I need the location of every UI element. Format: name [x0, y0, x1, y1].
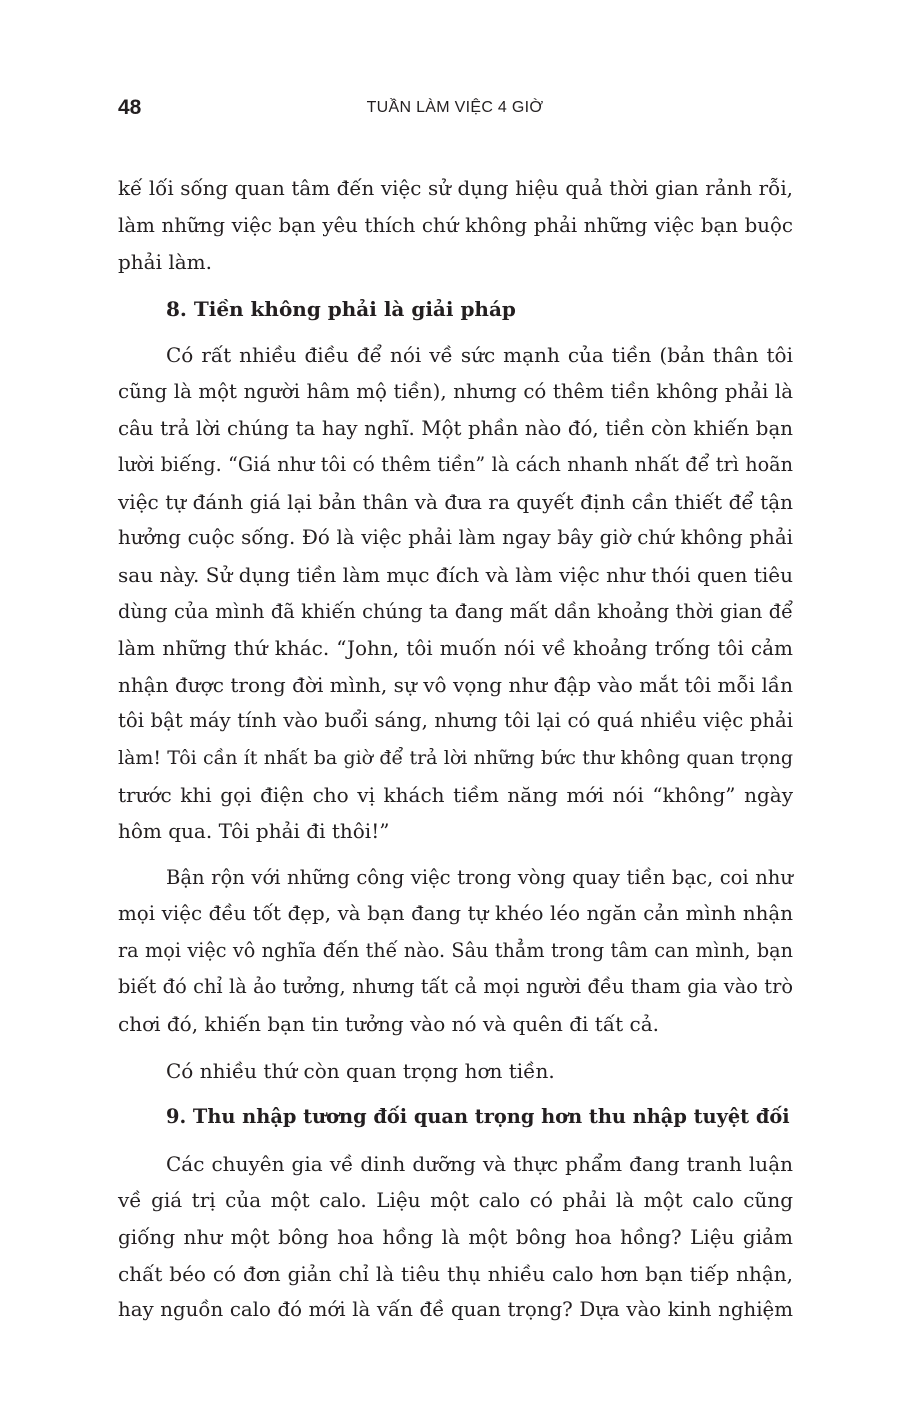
section-heading-8: 8. Tiền không phải là giải pháp	[166, 296, 516, 321]
text-line: nhận được trong đời mình, sự vô vọng như đập vào mắt tôi mỗi lần	[118, 672, 793, 697]
text-line: làm những việc bạn yêu thích chứ không phải những việc bạn buộc	[118, 213, 793, 237]
paragraph-4	[118, 1053, 793, 1090]
text-line: chất béo có đơn giản chỉ là tiêu thụ nhiều calo hơn bạn tiếp nhận,	[118, 1261, 793, 1286]
text-line: việc tự đánh giá lại bản thân và đưa ra quyết định cần thiết để tận	[118, 489, 793, 514]
text-line: sau này. Sử dụng tiền làm mục đích và làm việc như thói quen tiêu	[118, 562, 793, 587]
paragraph-3	[118, 860, 793, 1043]
text-line: giống như một bông hoa hồng là một bông hoa hồng? Liệu giảm	[118, 1225, 793, 1250]
paragraph-5	[118, 1146, 793, 1329]
text-line: mọi việc đều tốt đẹp, và bạn đang tự khéo léo ngăn cản mình nhận	[118, 902, 793, 926]
text-line: trước khi gọi điện cho vị khách tiềm năng mới nói “không” ngày	[118, 782, 793, 807]
running-title: TUẦN LÀM VIỆC 4 GIỜ	[366, 99, 544, 116]
text-line: ra mọi việc vô nghĩa đến thế nào. Sâu thẳm trong tâm can mình, bạn	[118, 938, 793, 962]
text-line: Các chuyên gia về dinh dưỡng và thực phẩm đang tranh luận	[166, 1151, 793, 1176]
text-line: tôi bật máy tính vào buổi sáng, nhưng tôi lại có quá nhiều việc phải	[118, 709, 793, 733]
text-line: Bận rộn với những công việc trong vòng quay tiền bạc, coi như	[166, 865, 793, 889]
text-line: Có rất nhiều điều để nói về sức mạnh của tiền (bản thân tôi	[166, 343, 793, 368]
text-line: hôm qua. Tôi phải đi thôi!”	[118, 819, 390, 844]
text-line: cũng là một người hâm mộ tiền), nhưng có thêm tiền không phải là	[118, 379, 793, 403]
paragraph-2	[118, 337, 793, 849]
text-line: câu trả lời chúng ta hay nghĩ. Một phần nào đó, tiền còn khiến bạn	[118, 416, 793, 440]
text-line: hay nguồn calo đó mới là vấn đề quan trọng? Dựa vào kinh nghiệm	[118, 1298, 793, 1322]
section-heading-9: 9. Thu nhập tương đối quan trọng hơn thu nhập tuyệt đối	[166, 1105, 790, 1129]
page-number: 48	[118, 96, 142, 119]
text-line: biết đó chỉ là ảo tưởng, nhưng tất cả mọi người đều tham gia vào trò	[118, 975, 793, 999]
text-line: phải làm.	[118, 250, 213, 275]
paragraph-1	[118, 171, 793, 281]
page-header	[118, 93, 792, 123]
page-body	[118, 171, 793, 1329]
text-line: dùng của mình đã khiến chúng ta đang mất dần khoảng thời gian để	[118, 599, 793, 623]
text-line: chơi đó, khiến bạn tin tưởng vào nó và quên đi tất cả.	[118, 1012, 659, 1037]
text-line: Có nhiều thứ còn quan trọng hơn tiền.	[166, 1058, 555, 1083]
text-line: kế lối sống quan tâm đến việc sử dụng hiệu quả thời gian rảnh rỗi,	[118, 177, 793, 200]
text-line: về giá trị của một calo. Liệu một calo có phải là một calo cũng	[118, 1188, 793, 1213]
text-line: làm những thứ khác. “John, tôi muốn nói về khoảng trống tôi cảm	[118, 636, 793, 661]
text-line: lười biếng. “Giá như tôi có thêm tiền” là cách nhanh nhất để trì hoãn	[118, 453, 793, 477]
text-line: hưởng cuộc sống. Đó là việc phải làm ngay bây giờ chứ không phải	[118, 526, 793, 550]
text-line: làm! Tôi cần ít nhất ba giờ để trả lời những bức thư không quan trọng	[118, 746, 793, 769]
